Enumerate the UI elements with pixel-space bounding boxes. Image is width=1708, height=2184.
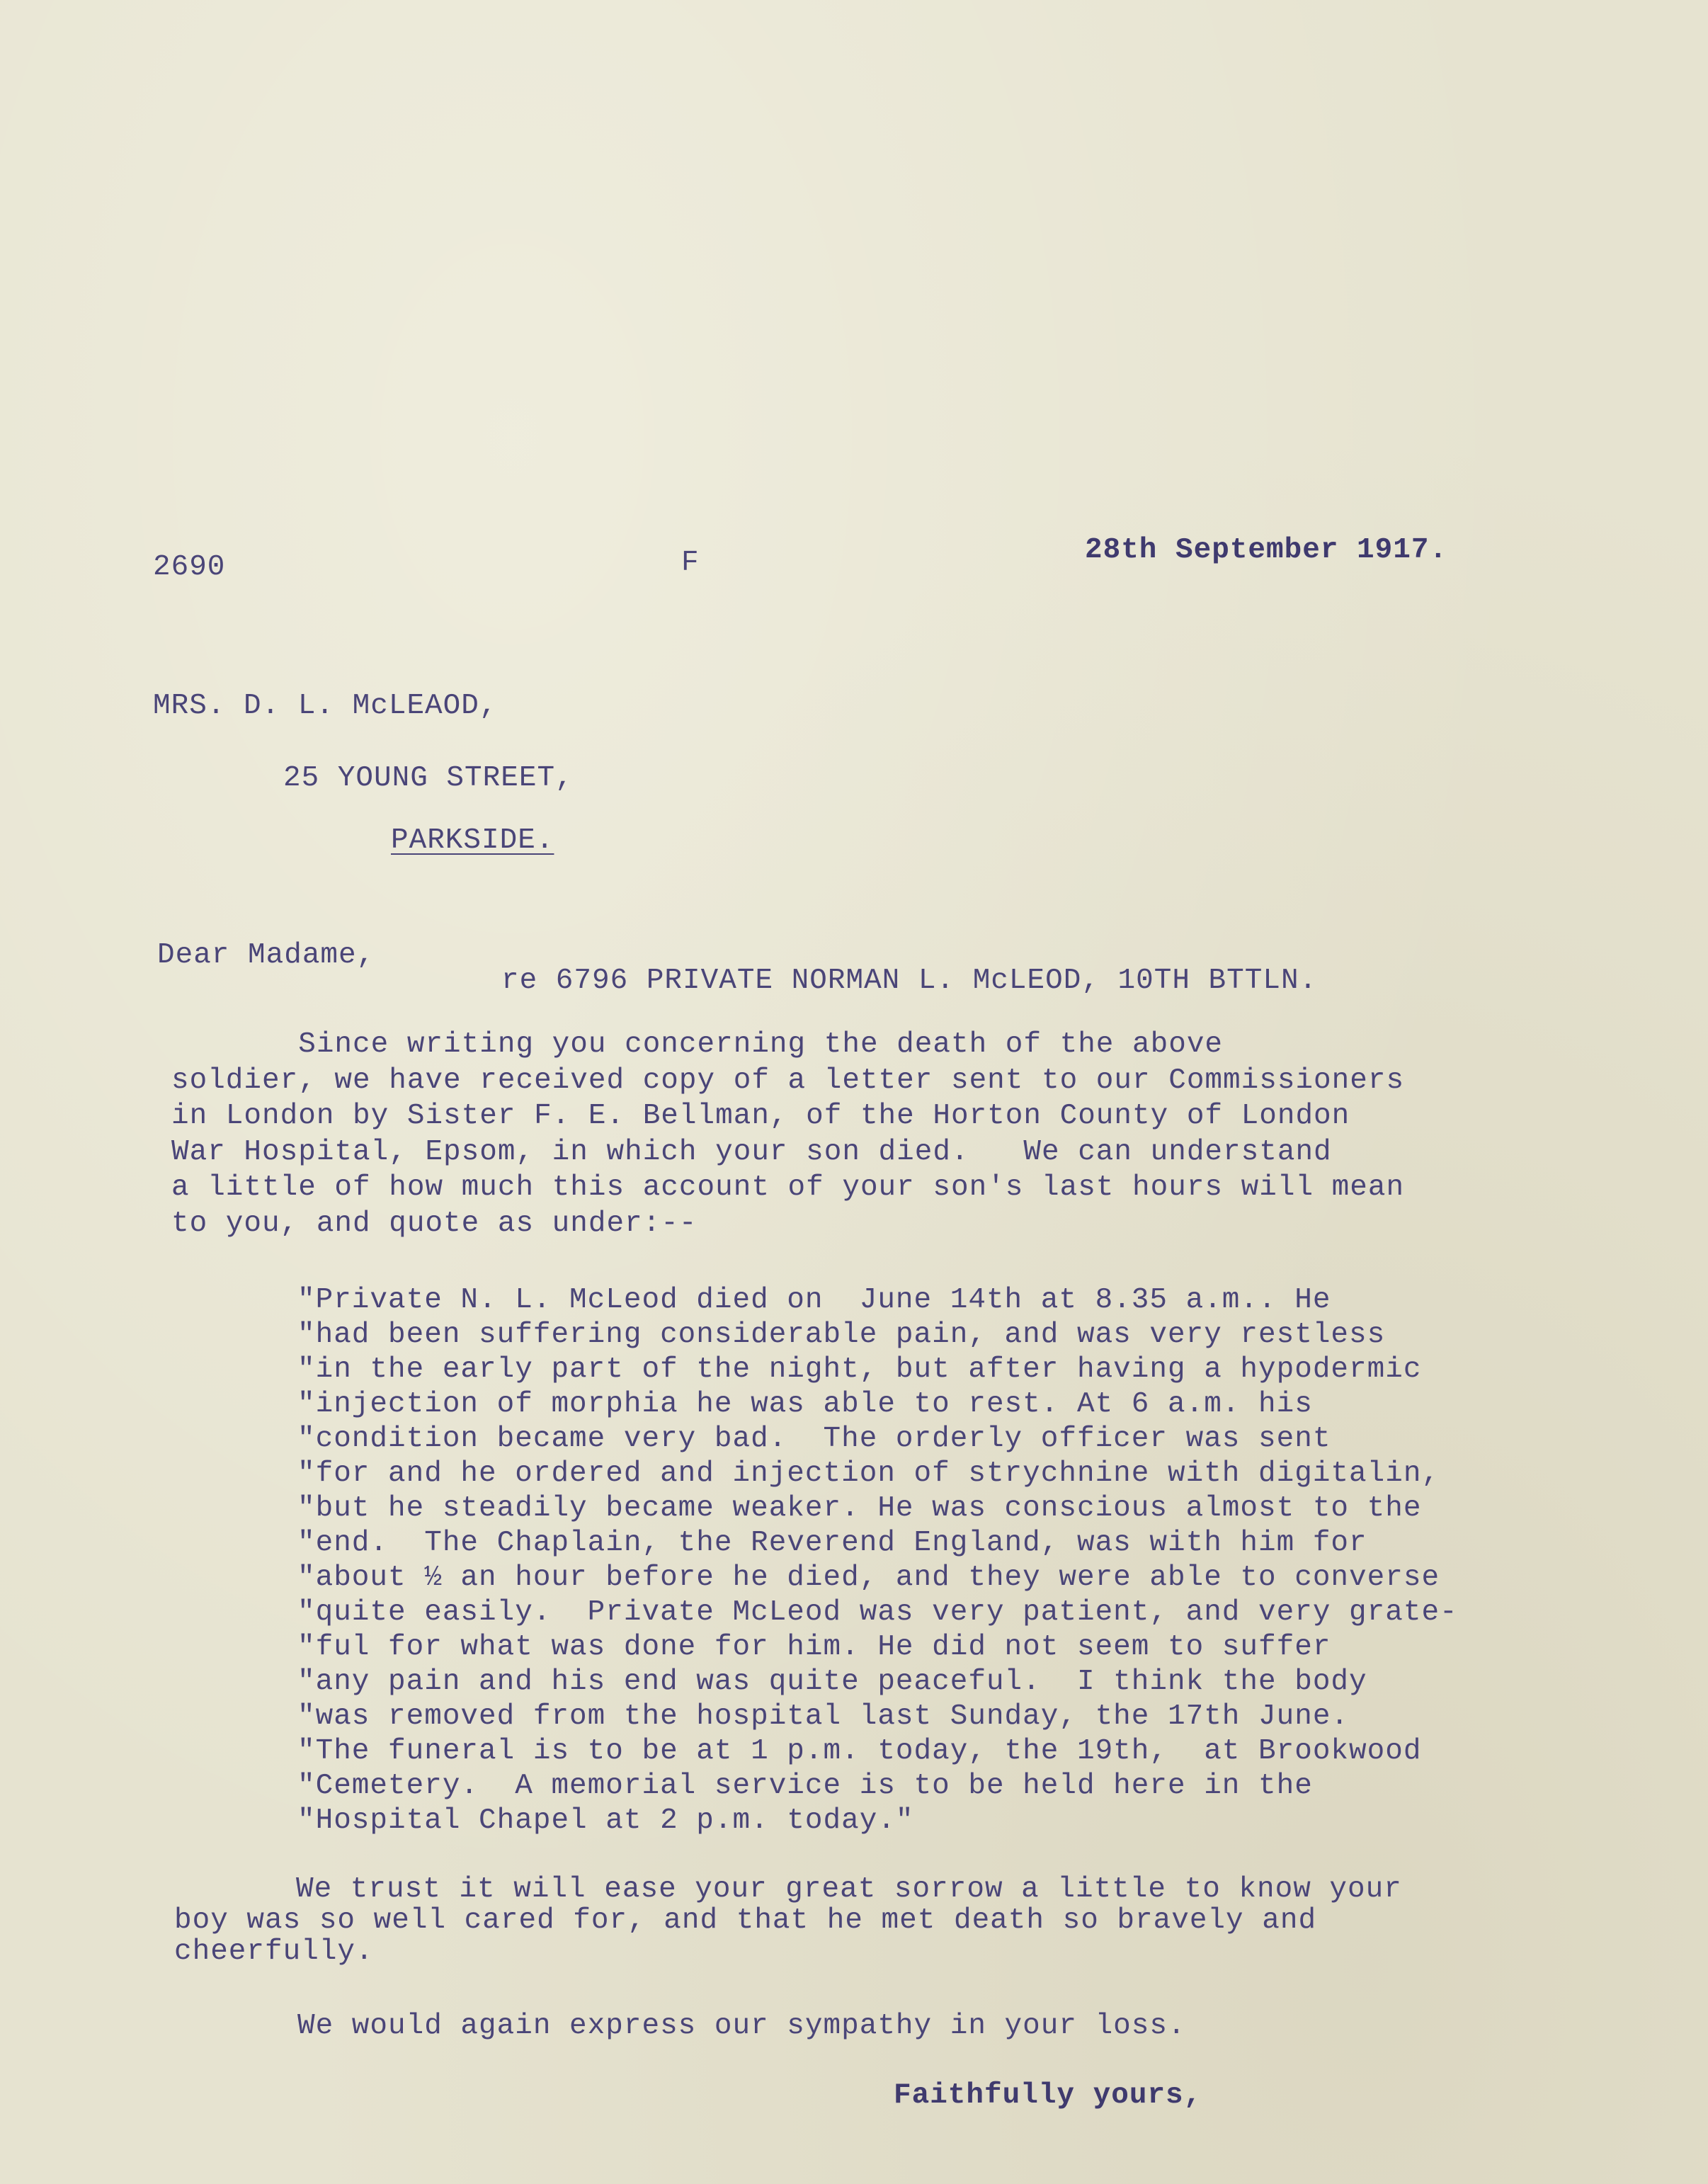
quote-line: "Cemetery. A memorial service is to be held here in the [297,1770,1313,1802]
intro-line: War Hospital, Epsom, in which your son died. We can understand [171,1135,1332,1168]
intro-paragraph [171,1027,1404,1241]
quote-line: "quite easily. Private McLeod was very patient, and very grate- [297,1596,1458,1629]
quote-line: "end. The Chaplain, the Reverend England, was with him for [297,1527,1367,1559]
quote-line: "condition became very bad. The orderly officer was sent [297,1423,1331,1455]
intro-line: to you, and quote as under:-- [171,1207,698,1240]
quote-line: "had been suffering considerable pain, and was very restless [297,1319,1386,1351]
subject-line: re 6796 PRIVATE NORMAN L. McLEOD, 10TH BTTLN. [501,965,1318,997]
quote-line: "but he steadily became weaker. He was conscious almost to the [297,1492,1422,1525]
intro-line: in London by Sister F. E. Bellman, of the Horton County of London [171,1100,1350,1132]
quote-line: "any pain and his end was quite peaceful. I think the body [297,1666,1367,1698]
salutation: Dear Madame, [157,939,375,972]
closing-line: boy was so well cared for, and that he met death so bravely and [174,1904,1317,1937]
intro-line: Since writing you concerning the death of the above [171,1028,1224,1061]
reference-number: 2690 [153,551,226,584]
intro-line: soldier, we have received copy of a letter sent to our Commissioners [171,1064,1405,1097]
quote-line: "in the early part of the night, but after having a hypodermic [297,1353,1422,1386]
quote-line: "The funeral is to be at 1 p.m. today, the 19th, at Brookwood [297,1735,1422,1768]
quote-line: "injection of morphia he was able to rest. At 6 a.m. his [297,1388,1313,1421]
quoted-letter [297,1283,1458,1838]
file-mark: F [681,547,700,579]
quote-line: "about ½ an hour before he died, and they were able to converse [297,1562,1440,1594]
quote-line: "Hospital Chapel at 2 p.m. today." [297,1804,914,1837]
recipient-name: MRS. D. L. McLEAOD, [153,690,498,722]
signoff: Faithfully yours, [894,2079,1202,2112]
recipient-street: 25 YOUNG STREET, [283,762,574,795]
quote-line: "ful for what was done for him. He did not seem to suffer [297,1631,1331,1663]
intro-line: a little of how much this account of your son's last hours will mean [171,1171,1405,1204]
recipient-suburb: PARKSIDE. [391,824,554,857]
closing-line: We trust it will ease your great sorrow a little to know your [296,1873,1402,1906]
quote-line: "Private N. L. McLeod died on June 14th at 8.35 a.m.. He [297,1284,1331,1316]
letter-date: 28th September 1917. [1085,534,1448,567]
quote-line: "was removed from the hospital last Sunday, the 17th June. [297,1700,1350,1733]
closing-paragraph [174,1874,1402,1967]
quote-line: "for and he ordered and injection of strychnine with digitalin, [297,1457,1440,1490]
sympathy-line: We would again express our sympathy in your loss. [297,2010,1186,2042]
closing-line: cheerfully. [174,1935,374,1968]
